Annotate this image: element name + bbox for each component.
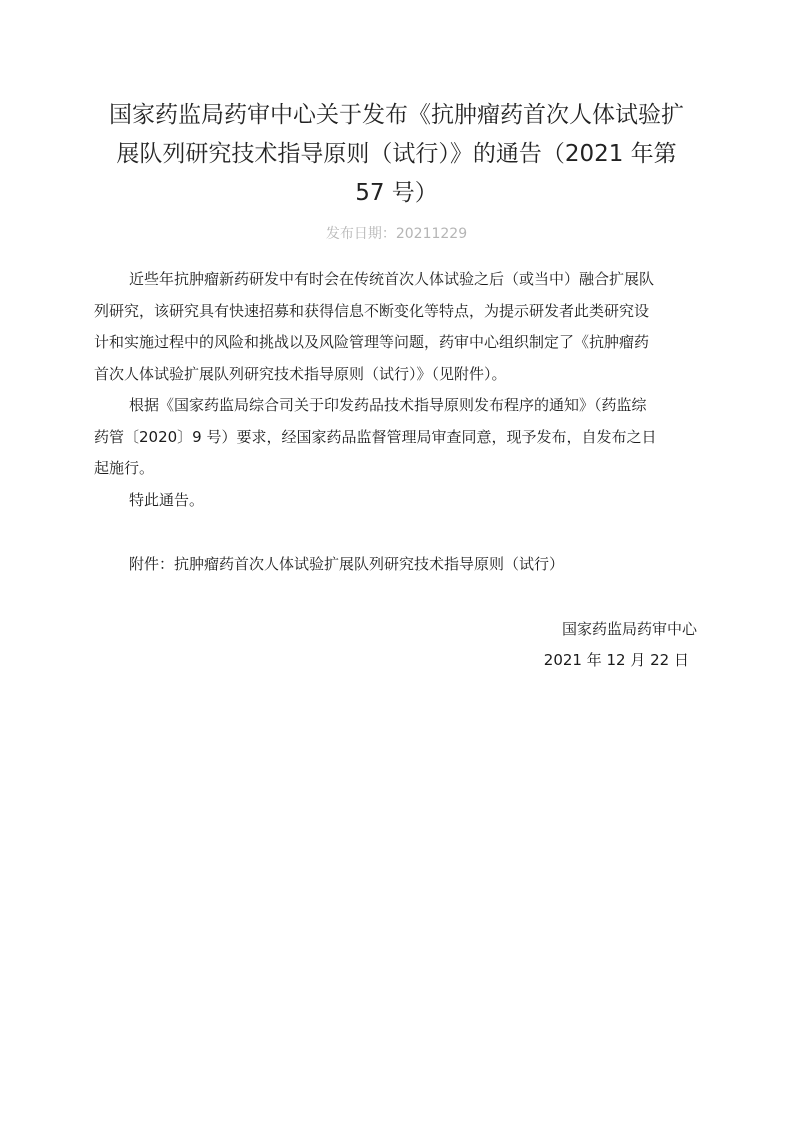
signature-block xyxy=(544,614,697,676)
paragraph-1-line: 计和实施过程中的风险和挑战以及风险管理等问题，药审中心组织制定了《抗肿瘤药 xyxy=(94,333,650,351)
paragraph-1-line: 近些年抗肿瘤新药研发中有时会在传统首次人体试验之后（或当中）融合扩展队 xyxy=(129,270,655,288)
title-line-3: 57 号） xyxy=(355,180,438,206)
publish-date-value: 20211229 xyxy=(395,226,468,242)
paragraph-2-line: 起施行。 xyxy=(94,459,155,477)
attachment-title: 抗肿瘤药首次人体试验扩展队列研究技术指导原则（试行） xyxy=(174,555,565,573)
attachment-line xyxy=(129,550,564,578)
attachment-label: 附件： xyxy=(129,555,175,573)
paragraph-2-line: 根据《国家药监局综合司关于印发药品技术指导原则发布程序的通知》（药监综 xyxy=(129,396,647,414)
paragraph-2-line: 药管〔2020〕9 号）要求，经国家药品监督管理局审查同意，现予发布，自发布之日 xyxy=(94,427,657,446)
paragraph-3 xyxy=(94,485,699,517)
title-line-2: 展队列研究技术指导原则（试行）》的通告（2021 年第 xyxy=(116,141,677,167)
publish-date xyxy=(0,223,793,243)
paragraph-1 xyxy=(94,264,699,390)
paragraph-1-line: 首次人体试验扩展队列研究技术指导原则（试行）》（见附件）。 xyxy=(94,364,507,383)
paragraph-2 xyxy=(94,390,699,485)
document-body xyxy=(94,264,699,516)
publish-date-label: 发布日期： xyxy=(325,226,396,242)
closing-statement: 特此通告。 xyxy=(129,490,205,509)
paragraph-1-line: 列研究，该研究具有快速招募和获得信息不断变化等特点，为提示研发者此类研究设 xyxy=(94,301,650,320)
signature-org: 国家药监局药审中心 xyxy=(561,620,697,638)
document-title xyxy=(90,96,703,213)
signature-date: 2021 年 12 月 22 日 xyxy=(543,651,689,669)
title-line-1: 国家药监局药审中心关于发布《抗肿瘤药首次人体试验扩 xyxy=(109,102,684,128)
